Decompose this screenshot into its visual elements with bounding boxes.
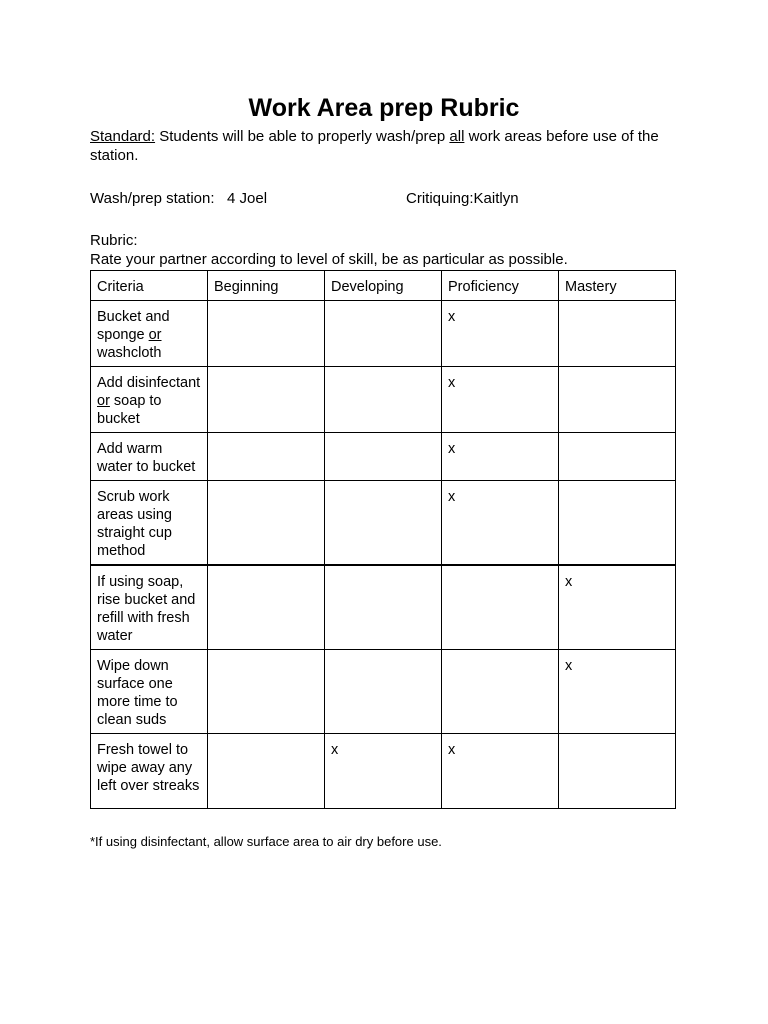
standard-label: Standard: [90, 128, 156, 145]
developing-cell: x [325, 734, 442, 809]
rubric-row [91, 734, 676, 809]
developing-cell [325, 650, 442, 734]
mastery-cell: x [559, 565, 676, 650]
rubric-row [91, 481, 676, 566]
criteria-cell [91, 481, 208, 566]
proficiency-cell [442, 650, 559, 734]
proficiency-cell: x [442, 734, 559, 809]
rubric-row [91, 650, 676, 734]
proficiency-cell: x [442, 301, 559, 367]
header-beginning: Beginning [208, 271, 325, 301]
header-proficiency: Proficiency [442, 271, 559, 301]
criteria-cell [91, 301, 208, 367]
standard-text-before: Students will be able to properly wash/prep [155, 128, 450, 145]
beginning-cell [208, 367, 325, 433]
beginning-cell [208, 650, 325, 734]
developing-cell [325, 367, 442, 433]
criteria-text: Bucket and sponge [97, 309, 170, 343]
developing-cell [325, 433, 442, 481]
standard-statement [90, 127, 680, 165]
mastery-cell [559, 301, 676, 367]
mastery-cell [559, 433, 676, 481]
mastery-cell [559, 367, 676, 433]
criteria-text: Add warm water to bucket [97, 441, 196, 475]
criteria-emphasis: or [97, 393, 110, 409]
header-criteria: Criteria [91, 271, 208, 301]
mastery-cell [559, 481, 676, 566]
criteria-text: soap to bucket [97, 393, 162, 427]
rubric-instructions: Rate your partner according to level of skill, be as particular as possible. [90, 251, 568, 268]
rubric-row [91, 565, 676, 650]
criteria-text: Wipe down surface one more time to clean suds [97, 658, 178, 728]
header-mastery: Mastery [559, 271, 676, 301]
proficiency-cell: x [442, 433, 559, 481]
criteria-cell [91, 433, 208, 481]
beginning-cell [208, 481, 325, 566]
criteria-cell [91, 367, 208, 433]
critiquing-label: Critiquing: [406, 190, 474, 207]
developing-cell [325, 481, 442, 566]
criteria-text: Scrub work areas using straight cup method [97, 489, 172, 559]
header-developing: Developing [325, 271, 442, 301]
proficiency-cell [442, 565, 559, 650]
standard-emphasis: all [449, 128, 465, 145]
rubric-table [90, 270, 676, 809]
beginning-cell [208, 734, 325, 809]
proficiency-cell: x [442, 481, 559, 566]
criteria-cell [91, 650, 208, 734]
developing-cell [325, 301, 442, 367]
critiquing-value: Kaitlyn [473, 190, 519, 207]
criteria-text: Add disinfectant [97, 375, 201, 391]
proficiency-cell: x [442, 367, 559, 433]
beginning-cell [208, 301, 325, 367]
standard-text-after: work areas before use of the station. [90, 128, 659, 164]
page-title: Work Area prep Rubric [248, 94, 520, 122]
beginning-cell [208, 565, 325, 650]
criteria-text: If using soap, rise bucket and refill with fresh water [97, 574, 196, 644]
station-field [90, 189, 267, 208]
footnote: *If using disinfectant, allow surface area to air dry before use. [90, 834, 442, 849]
developing-cell [325, 565, 442, 650]
beginning-cell [208, 433, 325, 481]
critiquing-field [406, 189, 519, 208]
mastery-cell [559, 734, 676, 809]
rubric-row [91, 433, 676, 481]
rubric-header-row [91, 271, 676, 301]
mastery-cell: x [559, 650, 676, 734]
rubric-row [91, 301, 676, 367]
criteria-cell [91, 734, 208, 809]
rubric-label: Rubric: [90, 232, 138, 249]
rubric-row [91, 367, 676, 433]
station-label: Wash/prep station: [90, 190, 215, 207]
criteria-emphasis: or [148, 327, 162, 343]
criteria-text: Fresh towel to wipe away any left over streaks [97, 742, 200, 794]
criteria-cell [91, 565, 208, 650]
criteria-text: washcloth [97, 345, 162, 361]
station-value: 4 Joel [227, 190, 268, 207]
